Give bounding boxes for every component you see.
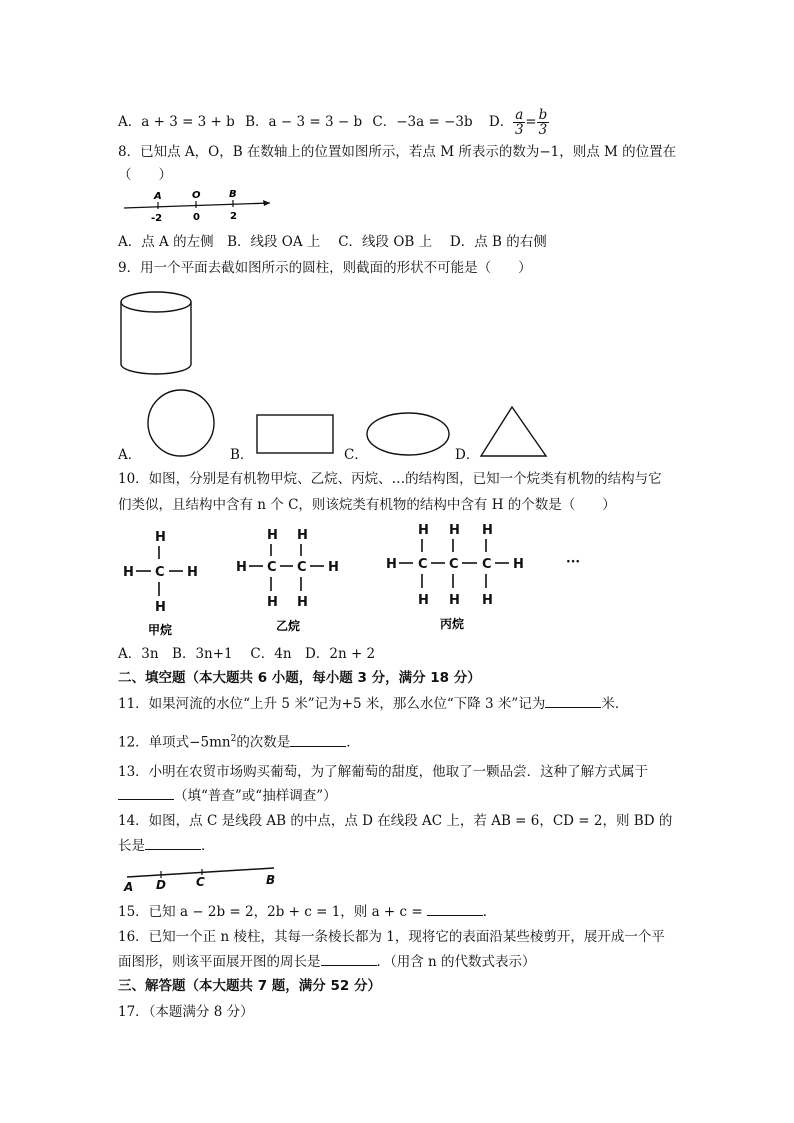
- q9-option-c-ellipse: [364, 410, 454, 460]
- segment-point-d: D: [156, 878, 166, 892]
- section3-heading: 三、解答题（本大题共 7 题，满分 52 分）: [118, 978, 381, 994]
- q15-answer-blank[interactable]: [427, 903, 483, 916]
- atom-h: H: [267, 528, 278, 543]
- q8-options: A．点 A 的左侧 B．线段 OA 上 C．线段 OB 上 D．点 B 的右侧: [118, 234, 547, 250]
- atom-h: H: [155, 530, 166, 545]
- propane-name: 丙烷: [440, 617, 465, 631]
- structure-ellipsis: ···: [566, 554, 581, 570]
- q14-line1: 14．如图，点 C 是线段 AB 的中点，点 D 在线段 AC 上，若 AB = 6，CD = 2，则 BD 的: [118, 813, 673, 829]
- atom-h: H: [513, 557, 524, 572]
- q15-text-after: ．: [482, 904, 497, 920]
- atom-c: C: [449, 557, 459, 572]
- q12-text-after: ．: [346, 734, 360, 751]
- q14-answer-blank[interactable]: [145, 837, 201, 850]
- q7-options: [118, 108, 549, 137]
- q10-options: A．3n B．3n+1 C．4n D．2n + 2: [118, 646, 376, 662]
- ethane-structure: [232, 522, 352, 638]
- atom-h: H: [297, 595, 308, 610]
- atom-h: H: [187, 565, 198, 580]
- atom-h: H: [418, 523, 429, 538]
- q11: [118, 695, 628, 713]
- q13-answer-blank[interactable]: [118, 787, 174, 800]
- q8-number-line: [118, 188, 278, 224]
- q16-answer-blank[interactable]: [321, 953, 377, 966]
- q9-option-b-rectangle: [254, 412, 338, 458]
- atom-h: H: [482, 523, 493, 538]
- q9-label-a: A．: [118, 447, 142, 463]
- atom-h: H: [418, 593, 429, 608]
- q16-line2: [118, 953, 536, 971]
- atom-h: H: [297, 528, 308, 543]
- ethane-name: 乙烷: [276, 619, 301, 633]
- q7-option-d-frac1: $\frac{a}{3}$: [514, 107, 524, 138]
- q16-text-after: ．（用含 n 的代数式表示）: [376, 954, 536, 970]
- q9-stem: 9．用一个平面去截如图所示的圆柱，则截面的形状不可能是（ ）: [118, 260, 532, 276]
- q9-option-d-triangle: [478, 404, 550, 460]
- atom-h: H: [449, 593, 460, 608]
- q9-option-a-circle: [146, 388, 218, 460]
- q14-text-before: 长是: [118, 838, 145, 854]
- q9-label-d: D．: [455, 447, 480, 463]
- atom-h: H: [328, 560, 339, 575]
- atom-c: C: [267, 560, 277, 575]
- atom-h: H: [236, 560, 247, 575]
- q8-stem: 8．已知点 A，O，B 在数轴上的位置如图所示，若点 M 所表示的数为−1，则点 M 的位置在: [118, 144, 677, 160]
- q9-label-b: B．: [230, 447, 254, 463]
- q16-text-before: 面图形，则该平面展开图的周长是: [118, 954, 321, 970]
- atom-c: C: [297, 560, 307, 575]
- q12-superscript: 2: [230, 734, 237, 744]
- q13-line2: [118, 787, 337, 805]
- numberline-value-2: 2: [230, 211, 237, 222]
- numberline-point-o: O: [192, 190, 201, 201]
- q15: [118, 903, 496, 921]
- atom-h: H: [267, 595, 278, 610]
- propane-structure: [382, 516, 532, 632]
- q9-label-c: C．: [344, 447, 368, 463]
- q13-line1: 13．小明在农贸市场购买葡萄，为了解葡萄的甜度，他取了一颗品尝．这种了解方式属于: [118, 764, 649, 780]
- segment-point-c: C: [196, 875, 205, 889]
- q15-text: 15．已知 a − 2b = 2，2b + c = 1，则 a + c =: [118, 904, 423, 920]
- q14-segment-figure: [118, 861, 286, 893]
- segment-point-b: B: [266, 873, 276, 887]
- q14-line2: [118, 837, 215, 855]
- q7-option-a: A．a + 3 = 3 + b: [118, 114, 235, 130]
- atom-h: H: [155, 600, 166, 615]
- q12-answer-blank[interactable]: [290, 734, 346, 747]
- numberline-point-a: A: [154, 191, 162, 202]
- atom-c: C: [418, 557, 428, 572]
- q10-stem-line2: 们类似，且结构中含有 n 个 C，则该烷类有机物的结构中含有 H 的个数是（ ）: [118, 497, 616, 513]
- numberline-point-b: B: [229, 189, 237, 200]
- q14-text-after: ．: [201, 838, 215, 854]
- section2-heading: 二、填空题（本大题共 6 小题，每小题 3 分，满分 18 分）: [118, 670, 481, 686]
- atom-h: H: [482, 593, 493, 608]
- q7-option-d-frac2: $\frac{b}{3}$: [538, 107, 548, 138]
- q16-line1: 16．已知一个正 n 棱柱，其每一条棱长都为 1，现将它的表面沿某些棱剪开，展开成一个平: [118, 929, 665, 945]
- q13-text-after: （填“普查”或“抽样调查”）: [174, 788, 337, 804]
- atom-h: H: [386, 557, 397, 572]
- q10-stem-line1: 10．如图，分别是有机物甲烷、乙烷、丙烷、…的结构图，已知一个烷类有机物的结构与它: [118, 471, 662, 487]
- q7-option-d-eq: =: [525, 114, 537, 130]
- methane-name: 甲烷: [148, 623, 173, 637]
- q17: 17．（本题满分 8 分）: [118, 1004, 254, 1020]
- atom-h: H: [449, 523, 460, 538]
- q11-answer-blank[interactable]: [545, 695, 601, 708]
- q7-option-b: B．a − 3 = 3 − b: [245, 114, 363, 130]
- atom-c: C: [155, 565, 165, 580]
- numberline-value-0: 0: [193, 212, 200, 223]
- q9-cylinder: [118, 288, 198, 380]
- methane-structure: [118, 524, 210, 638]
- numberline-value-neg2: -2: [151, 213, 163, 224]
- q8-paren: （ ）: [118, 167, 172, 183]
- q11-text: 11．如果河流的水位“上升 5 米”记为+5 米，那么水位“下降 3 米”记为: [118, 696, 546, 712]
- atom-c: C: [482, 557, 492, 572]
- q7-option-d-label: D．: [488, 114, 514, 130]
- q12: [118, 730, 360, 752]
- q7-option-c: C．−3a = −3b: [372, 114, 473, 130]
- q12-text: 12．单项式−5mn: [118, 734, 231, 751]
- atom-h: H: [123, 565, 134, 580]
- q12-text-mid: 的次数是: [236, 734, 291, 751]
- segment-point-a: A: [124, 880, 134, 893]
- q11-text-after: 米．: [601, 696, 629, 712]
